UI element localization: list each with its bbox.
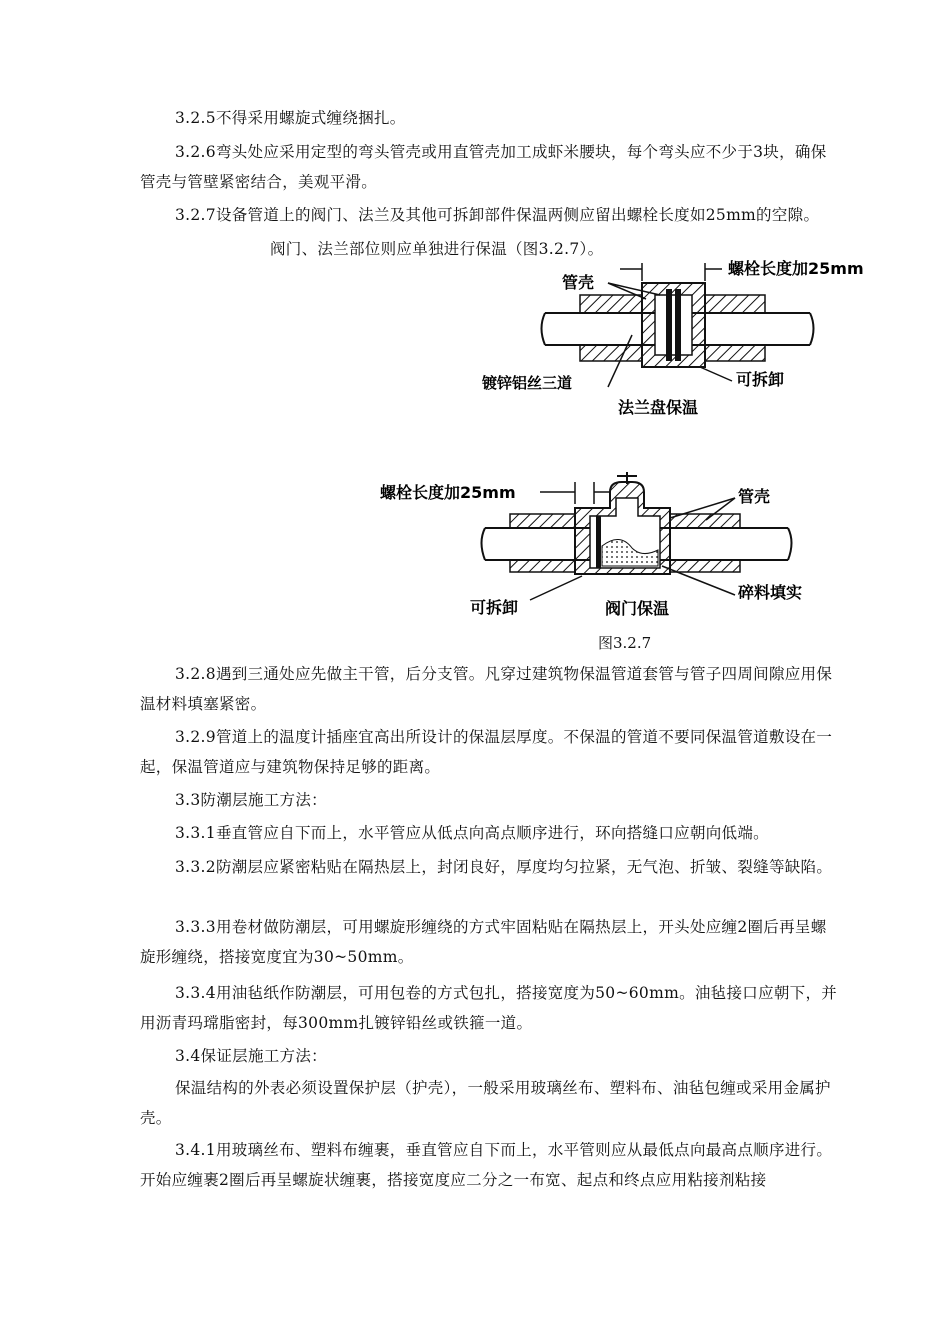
- para-3-2-6: 3.2.6弯头处应采用定型的弯头管壳或用直管壳加工成虾米腰块，每个弯头应不少于3块，确保管壳与管壁紧密结合，美观平滑。: [140, 143, 827, 191]
- para-3-3-2: 3.3.2防潮层应紧密粘贴在隔热层上，封闭良好，厚度均匀拉紧，无气泡、折皱、裂缝等缺陷。: [175, 858, 833, 876]
- shell-label-2: 管壳: [738, 487, 771, 506]
- shell-label: 管壳: [562, 273, 595, 292]
- para-3-2-9: 3.2.9管道上的温度计插座宜高出所设计的保温层厚度。不保温的管道不要同保温管道敷设在一起，保温管道应与建筑物保持足够的距离。: [140, 728, 833, 776]
- figure1-title: 法兰盘保温: [618, 398, 699, 417]
- para-3-4-1: 3.4.1用玻璃丝布、塑料布缠裹，垂直管应自下而上，水平管则应从最低点向最高点顺序进行。开始应缠裹2圈后再呈螺旋状缠裹，搭接宽度应二分之一布宽、起点和终点应用粘接剂粘接: [140, 1141, 833, 1189]
- removable-label: 可拆卸: [736, 370, 785, 389]
- flange-insulation-figure: [460, 255, 880, 430]
- para-3-3-4: 3.3.4用油毡纸作防潮层，可用包卷的方式包扎，搭接宽度为50~60mm。油毡接口应朝下，并用沥青玛瑺脂密封，每300mm扎镀锌铅丝或铁箍一道。: [140, 984, 838, 1032]
- para-3-4-intro: 保温结构的外表必须设置保护层（护壳），一般采用玻璃丝布、塑料布、油毡包缠或采用金属护壳。: [140, 1079, 831, 1127]
- figure2-title: 阀门保温: [605, 599, 670, 618]
- heading-3-4: 3.4保证层施工方法：: [175, 1047, 327, 1065]
- para-3-2-5: 3.2.5不得采用螺旋式缠绕捆扎。: [175, 109, 406, 127]
- para-3-2-8: 3.2.8遇到三通处应先做主干管，后分支管。凡穿过建筑物保温管道套管与管子四周间隙应用保温材料填塞紧密。: [140, 665, 833, 713]
- valve-insulation-figure: [370, 470, 840, 630]
- para-3-3-3: 3.3.3用卷材做防潮层，可用螺旋形缠绕的方式牢固粘贴在隔热层上，开头处应缠2圈后再呈螺旋形缠绕，搭接宽度宜为30~50mm。: [140, 918, 827, 966]
- bolt-length-label-2: 螺栓长度加25mm: [380, 483, 516, 502]
- wire-label: 镀锌铝丝三道: [482, 374, 573, 392]
- fill-label: 碎料填实: [738, 583, 803, 602]
- para-3-2-7: 3.2.7设备管道上的阀门、法兰及其他可拆卸部件保温两侧应留出螺栓长度如25mm的空隙。: [175, 206, 820, 224]
- para-3-2-7-cont: 阀门、法兰部位则应单独进行保温（图3.2.7）。: [270, 240, 604, 258]
- figure-caption: 图3.2.7: [598, 634, 652, 652]
- bolt-length-label: 螺栓长度加25mm: [728, 259, 864, 278]
- removable-label-2: 可拆卸: [470, 598, 519, 617]
- heading-3-3: 3.3防潮层施工方法：: [175, 791, 327, 809]
- para-3-3-1: 3.3.1垂直管应自下而上，水平管应从低点向高点顺序进行，环向搭缝口应朝向低端。: [175, 824, 769, 842]
